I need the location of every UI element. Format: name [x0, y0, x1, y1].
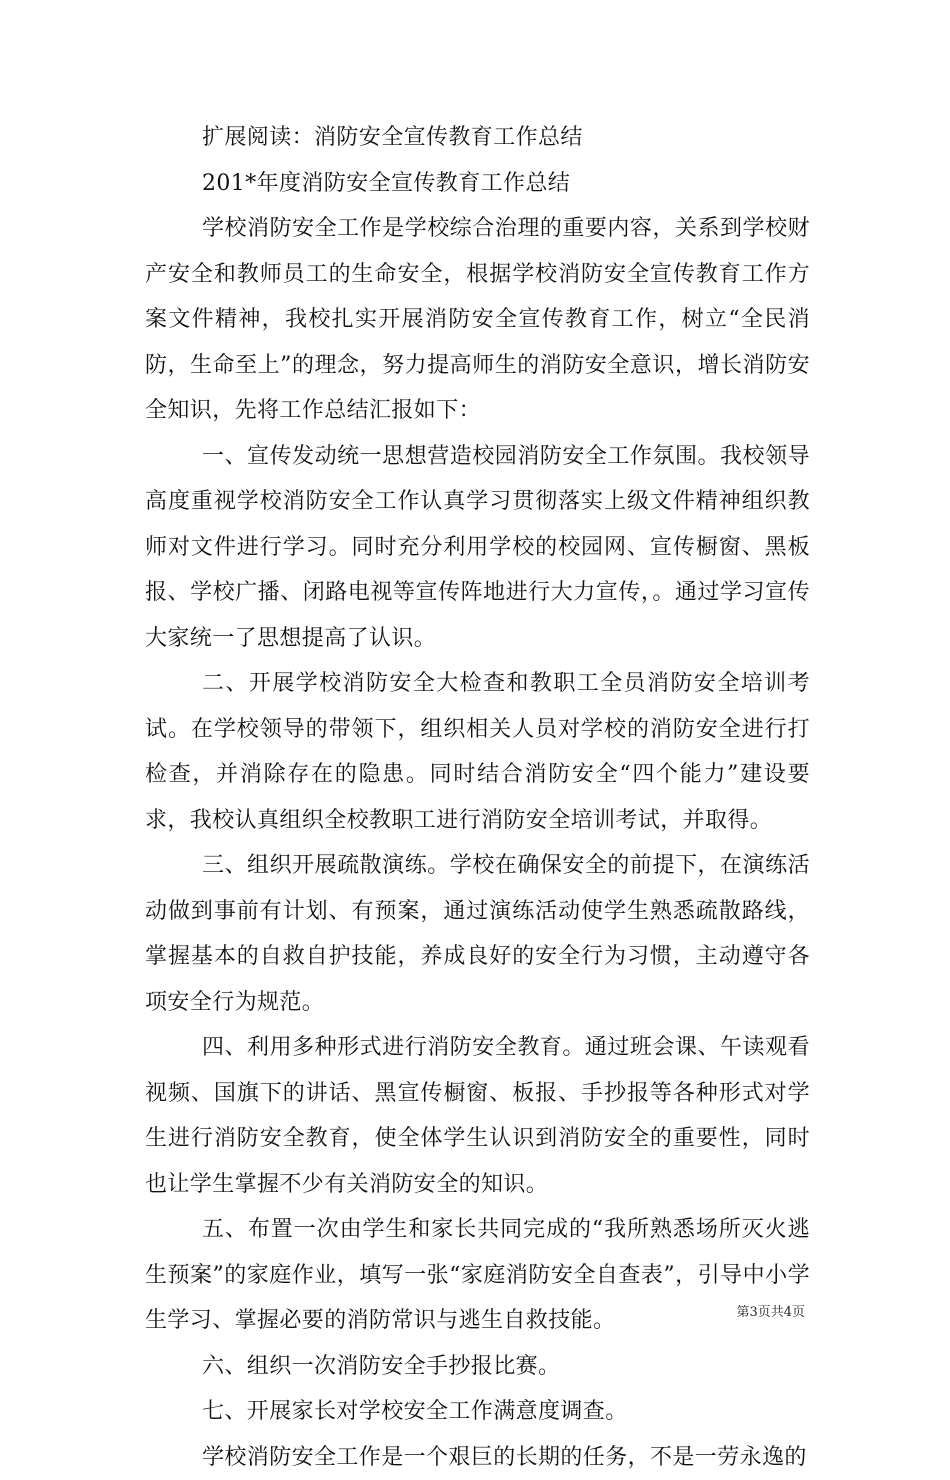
paragraph-item-1: 一、宣传发动统一思想营造校园消防安全工作氛围。我校领导高度重视学校消防安全工作认真学习贯彻落实上级文件精神组织教师对文件进行学习。同时充分利用学校的校园网、宣传橱窗、黑板报、学校广播、闭路电视等宣传阵地进行大力宣传，。通过学习宣传大家统一了思想提高了认识。	[145, 434, 810, 662]
document-title-line: 扩展阅读：消防安全宣传教育工作总结	[145, 115, 810, 161]
document-subtitle-line: 201*年度消防安全宣传教育工作总结	[145, 161, 810, 207]
paragraph-intro: 学校消防安全工作是学校综合治理的重要内容，关系到学校财产安全和教师员工的生命安全，根据学校消防安全宣传教育工作方案文件精神，我校扎实开展消防安全宣传教育工作，树立“全民消防，生命至上”的理念，努力提高师生的消防安全意识，增长消防安全知识，先将工作总结汇报如下：	[145, 206, 810, 434]
paragraph-item-3: 三、组织开展疏散演练。学校在确保安全的前提下，在演练活动做到事前有计划、有预案，通过演练活动使学生熟悉疏散路线，掌握基本的自救自护技能，养成良好的安全行为习惯，主动遵守各项安全行为规范。	[145, 843, 810, 1025]
page-number-footer: 第3页共4页	[736, 1301, 805, 1320]
document-body	[145, 115, 810, 1480]
paragraph-item-7: 七、开展家长对学校安全工作满意度调查。	[145, 1389, 810, 1435]
paragraph-item-4: 四、利用多种形式进行消防安全教育。通过班会课、午读观看视频、国旗下的讲话、黑宣传橱窗、板报、手抄报等各种形式对学生进行消防安全教育，使全体学生认识到消防安全的重要性，同时也让学生掌握不少有关消防安全的知识。	[145, 1025, 810, 1207]
paragraph-item-2: 二、开展学校消防安全大检查和教职工全员消防安全培训考试。在学校领导的带领下，组织相关人员对学校的消防安全进行打检查，并消除存在的隐患。同时结合消防安全“四个能力”建设要求，我校认真组织全校教职工进行消防安全培训考试，并取得。	[145, 661, 810, 843]
paragraph-item-5: 五、布置一次由学生和家长共同完成的“我所熟悉场所灭火逃生预案”的家庭作业，填写一张“家庭消防安全自查表”，引导中小学生学习、掌握必要的消防常识与逃生自救技能。	[145, 1207, 810, 1344]
paragraph-closing: 学校消防安全工作是一个艰巨的长期的任务，不是一劳永逸的	[145, 1435, 810, 1480]
paragraph-item-6: 六、组织一次消防安全手抄报比赛。	[145, 1344, 810, 1390]
